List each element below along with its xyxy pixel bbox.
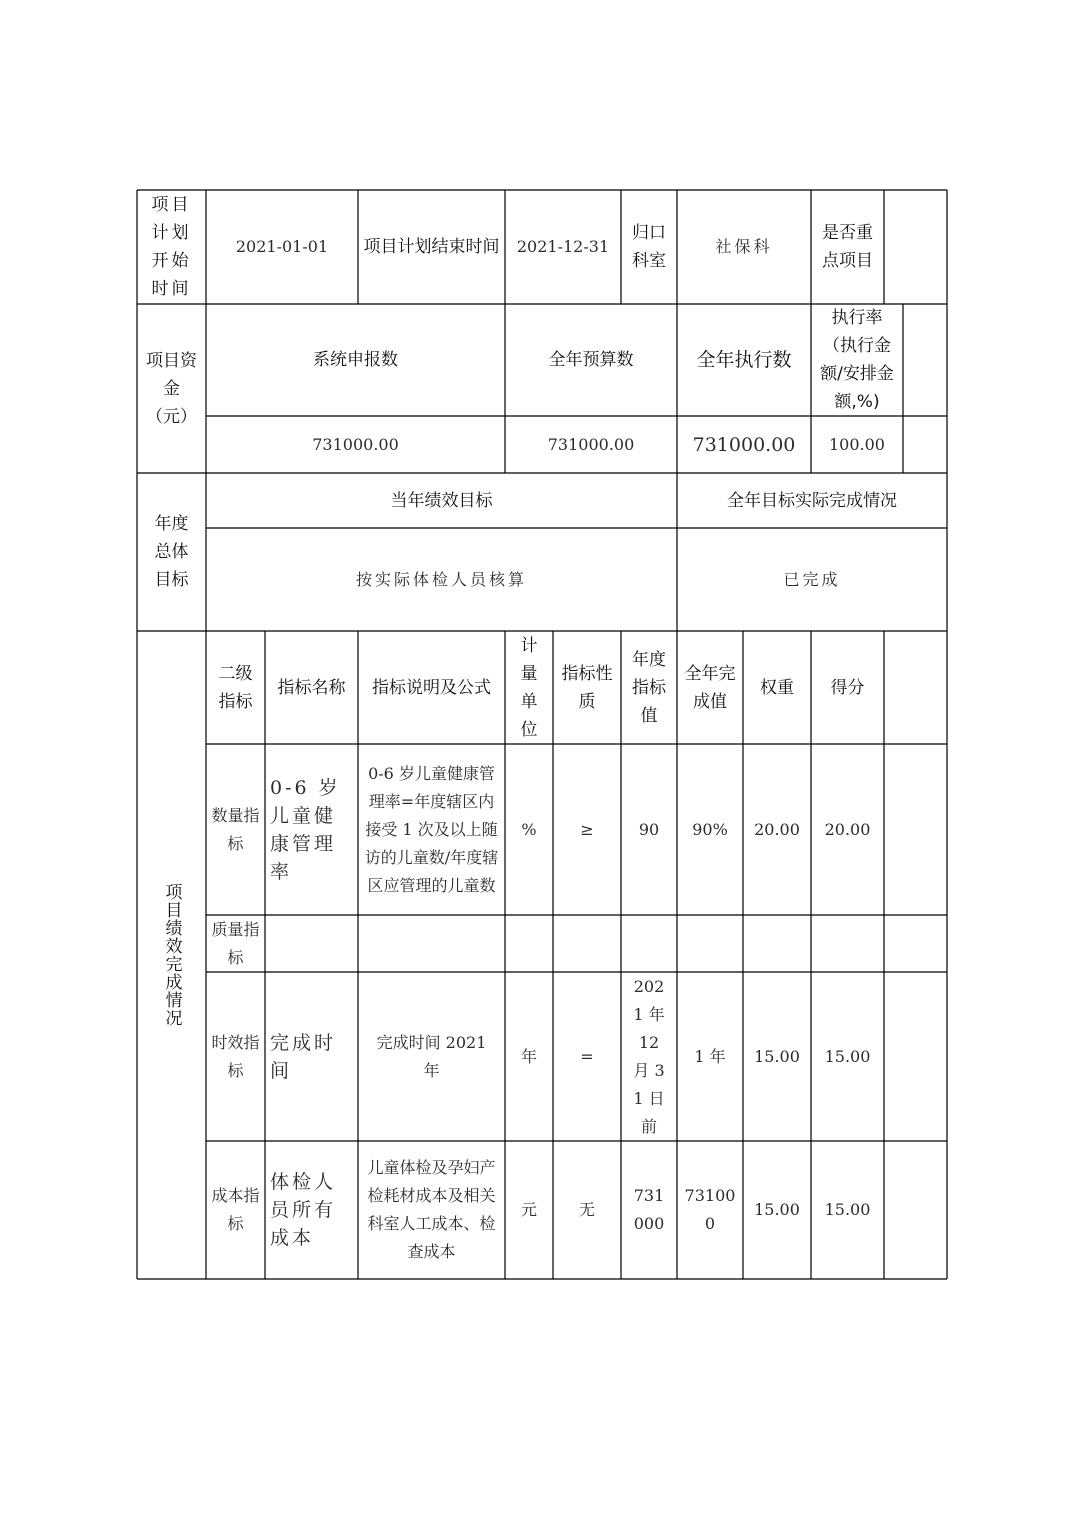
row-timeliness-description: 完成时间 2021 年 xyxy=(376,1032,487,1080)
row-timeliness-target: 2021 年 12 月 31 日前 xyxy=(633,976,665,1136)
row-quantity-weight: 20.00 xyxy=(754,819,800,839)
header-unit: 计量单位 xyxy=(520,635,538,740)
row-quantity-actual: 90% xyxy=(692,819,728,839)
annual-goal-label: 年度总体目标 xyxy=(154,514,189,590)
key-project-label: 是否重点项目 xyxy=(822,223,873,271)
row-quality-description xyxy=(358,915,505,972)
row-cost-nature: 无 xyxy=(578,1200,595,1219)
target-header: 当年绩效目标 xyxy=(390,490,493,511)
header-nature: 指标性质 xyxy=(561,663,613,712)
row-quantity-name: 0-6 岁儿童健康管理率 xyxy=(270,776,341,883)
row-quantity-unit: % xyxy=(521,819,537,839)
budget-amount: 731000.00 xyxy=(547,434,635,454)
row-quality-unit xyxy=(505,915,553,972)
header-indicator-name: 指标名称 xyxy=(277,677,346,698)
row-timeliness-level2: 时效指标 xyxy=(211,1032,260,1080)
executed-amount: 731000.00 xyxy=(692,433,796,456)
execution-rate-header: 执行率（执行金额/安排金额,%) xyxy=(820,308,894,412)
department-label: 归口科室 xyxy=(632,223,666,271)
row-quality-target xyxy=(621,915,677,972)
row-cost-unit: 元 xyxy=(520,1200,537,1219)
header-weight: 权重 xyxy=(760,677,794,698)
row-cost-target: 731000 xyxy=(633,1186,665,1233)
declared-header: 系统申报数 xyxy=(313,350,398,370)
declared-amount: 731000.00 xyxy=(312,434,399,454)
row-quality-nature xyxy=(553,915,621,972)
row-quantity-level2: 数量指标 xyxy=(211,805,260,853)
row-cost-weight: 15.00 xyxy=(754,1200,800,1219)
row-quality-actual xyxy=(677,915,743,972)
row-cost-description: 儿童体检及孕妇产检耗材成本及相关科室人工成本、检查成本 xyxy=(367,1158,496,1261)
row-cost-level2: 成本指标 xyxy=(211,1186,260,1233)
start-date-label: 项目计划开始时间 xyxy=(151,195,192,299)
start-date-value: 2021-01-01 xyxy=(235,237,329,256)
row-quantity-target: 90 xyxy=(638,819,660,839)
row-timeliness-actual: 1 年 xyxy=(694,1046,726,1066)
header-annual-actual: 全年完成值 xyxy=(684,663,736,712)
row-cost-name: 体检人员所有成本 xyxy=(270,1171,337,1249)
row-timeliness-score: 15.00 xyxy=(824,1046,871,1066)
row-cost-actual: 731000 xyxy=(684,1186,736,1233)
header-level2: 二级指标 xyxy=(218,663,253,712)
header-description: 指标说明及公式 xyxy=(372,677,491,698)
row-quantity-description: 0-6 岁儿童健康管理率=年度辖区内接受 1 次及以上随访的儿童数/年度辖区应管理的儿童数 xyxy=(364,763,499,895)
row-quality-weight xyxy=(743,915,811,972)
key-project-value xyxy=(884,190,947,304)
row-cost-score: 15.00 xyxy=(824,1200,871,1219)
budget-header: 全年预算数 xyxy=(548,350,634,370)
end-date-label: 项目计划结束时间 xyxy=(363,237,500,257)
row-quality-name xyxy=(265,915,358,972)
department-value: 社保科 xyxy=(715,237,773,256)
header-score: 得分 xyxy=(830,677,865,698)
end-date-value: 2021-12-31 xyxy=(516,237,610,256)
annual-target-text: 按实际体检人员核算 xyxy=(355,569,527,589)
actual-header: 全年目标实际完成情况 xyxy=(727,490,897,511)
executed-header: 全年执行数 xyxy=(696,349,792,371)
row-timeliness-weight: 15.00 xyxy=(754,1046,800,1066)
execution-rate-value: 100.00 xyxy=(829,434,885,454)
row-timeliness-nature: = xyxy=(580,1046,594,1066)
row-timeliness-unit: 年 xyxy=(520,1046,537,1066)
annual-actual-text: 已完成 xyxy=(783,569,841,589)
funds-label: 项目资金（元） xyxy=(146,350,197,427)
row-timeliness-name: 完成时间 xyxy=(270,1031,337,1082)
performance-section-label: 项目绩效完成情况 xyxy=(161,883,182,1027)
row-quality-level2: 质量指标 xyxy=(211,919,260,967)
header-annual-target: 年度指标值 xyxy=(632,649,666,726)
row-quantity-score: 20.00 xyxy=(824,819,871,839)
row-quantity-nature: ≥ xyxy=(580,819,594,839)
row-quality-score xyxy=(811,915,884,972)
